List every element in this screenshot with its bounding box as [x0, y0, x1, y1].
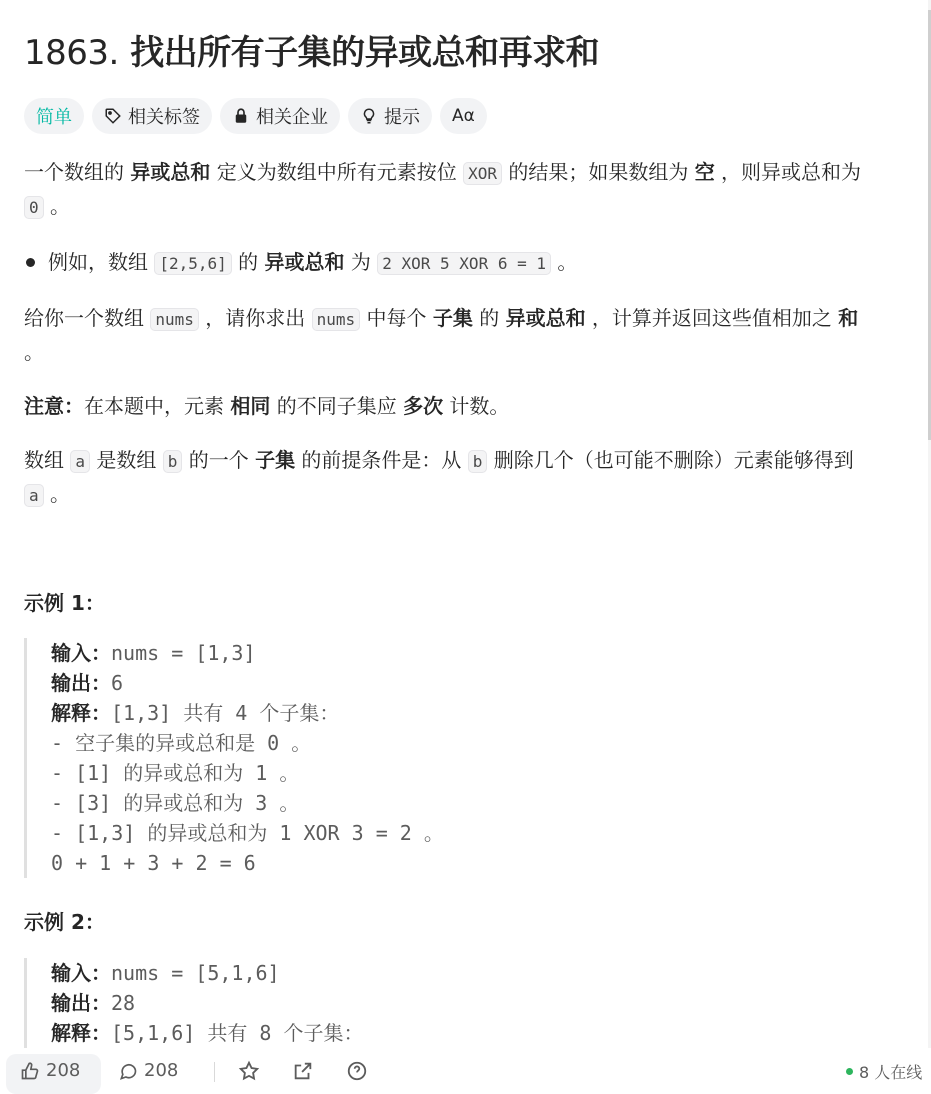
- online-status: [846, 1060, 922, 1083]
- term-subset: 子集: [255, 448, 296, 472]
- inline-code: 0: [24, 196, 44, 219]
- example-input: nums = [1,3]: [111, 641, 256, 665]
- bullet-dot: [26, 258, 35, 267]
- difficulty-badge: [24, 98, 84, 134]
- example-2-block: [24, 958, 363, 1048]
- inline-code: b: [468, 450, 488, 473]
- problem-number: 1863.: [24, 33, 119, 73]
- note-label: 注意：: [24, 394, 84, 418]
- inline-code: 2 XOR 5 XOR 6 = 1: [377, 252, 551, 275]
- share-icon: [292, 1060, 314, 1082]
- input-label: 输入：: [51, 641, 111, 665]
- term-sum: 和: [838, 306, 859, 330]
- inline-code: nums: [312, 308, 361, 331]
- tag-icon: [104, 107, 122, 125]
- lightbulb-icon: [360, 107, 378, 125]
- term-xor-sum: 异或总和: [264, 250, 345, 274]
- text: 。: [24, 340, 44, 364]
- example-explain: [1,3] 共有 4 个子集：: [111, 701, 340, 725]
- example-input: nums = [5,1,6]: [111, 961, 280, 985]
- note-paragraph: [24, 390, 904, 422]
- difficulty-label: 简单: [36, 107, 72, 128]
- explain-line: - [3] 的异或总和为 3 。: [51, 791, 300, 815]
- term-multiple: 多次: [403, 394, 444, 418]
- favorite-button[interactable]: [238, 1060, 260, 1082]
- text: 的不同子集应: [270, 394, 404, 418]
- explain-line: 0 + 1 + 3 + 2 = 6: [51, 851, 256, 875]
- output-label: 输出：: [51, 991, 111, 1015]
- example-output: 28: [111, 991, 136, 1015]
- description-paragraph-1: [24, 156, 904, 224]
- text: 一个数组的: [24, 160, 131, 184]
- bottom-action-bar: [0, 1048, 931, 1082]
- explain-label: 解释：: [51, 701, 111, 725]
- text: 删除几个（也可能不删除）元素能够得到: [487, 448, 854, 472]
- tag-row: [24, 98, 904, 134]
- text: 定义为数组中所有元素按位: [210, 160, 464, 184]
- problem-title[interactable]: [24, 28, 904, 78]
- inline-code: XOR: [463, 162, 502, 185]
- comment-icon: [118, 1061, 138, 1081]
- inline-code: a: [24, 484, 44, 507]
- explain-label: 解释：: [51, 1021, 111, 1045]
- text: ，则异或总和为: [714, 160, 862, 184]
- translate-icon: Aα: [452, 106, 475, 126]
- text: 给你一个数组: [24, 306, 151, 330]
- question-icon: [346, 1060, 368, 1082]
- text: 的结果；如果数组为: [501, 160, 695, 184]
- online-count: 8 人在线: [859, 1063, 923, 1082]
- text: 例如，数组: [48, 250, 155, 274]
- help-button[interactable]: [346, 1060, 368, 1082]
- like-count: 208: [46, 1060, 81, 1081]
- explain-line: - [1,3] 的异或总和为 1 XOR 3 = 2 。: [51, 821, 444, 845]
- text: ，请你求出: [198, 306, 312, 330]
- text: 为: [344, 250, 378, 274]
- inline-code: [2,5,6]: [154, 252, 231, 275]
- description-paragraph-5: [24, 444, 904, 512]
- input-label: 输入：: [51, 961, 111, 985]
- example-2-title: 示例 2：: [24, 910, 105, 934]
- like-button[interactable]: [20, 1060, 80, 1081]
- comments-button[interactable]: [118, 1060, 178, 1081]
- text: 。: [551, 250, 578, 274]
- text: 计数。: [443, 394, 510, 418]
- text: 数组: [24, 448, 71, 472]
- example-explain: [5,1,6] 共有 8 个子集：: [111, 1021, 364, 1045]
- text: 在本题中，元素: [84, 394, 231, 418]
- term-xor-sum: 异或总和: [130, 160, 211, 184]
- term-xor-sum: 异或总和: [505, 306, 586, 330]
- related-tags-button[interactable]: [92, 98, 212, 134]
- hint-label: 提示: [384, 107, 420, 128]
- example-bullet: [24, 246, 904, 280]
- text: 。: [43, 482, 70, 506]
- explain-line: - 空子集的异或总和是 0 。: [51, 731, 312, 755]
- text: 的一个: [182, 448, 256, 472]
- comment-count: 208: [144, 1060, 179, 1081]
- related-tags-label: 相关标签: [128, 107, 200, 128]
- term-same: 相同: [230, 394, 271, 418]
- inline-code: a: [70, 450, 90, 473]
- related-companies-label: 相关企业: [256, 107, 328, 128]
- example-1-title: 示例 1：: [24, 591, 105, 615]
- share-button[interactable]: [292, 1060, 314, 1082]
- problem-title-text: 找出所有子集的异或总和再求和: [130, 33, 600, 73]
- text: 的: [472, 306, 506, 330]
- example-1-block: [24, 638, 444, 878]
- hint-button[interactable]: [348, 98, 432, 134]
- text: 。: [43, 194, 70, 218]
- description-paragraph-3: [24, 302, 904, 368]
- lock-icon: [232, 107, 250, 125]
- term-empty: 空: [694, 160, 715, 184]
- inline-code: nums: [150, 308, 199, 331]
- text: 的: [231, 250, 265, 274]
- example-output: 6: [111, 671, 124, 695]
- output-label: 输出：: [51, 671, 111, 695]
- text: 是数组: [90, 448, 163, 472]
- text: ，计算并返回这些值相加之: [585, 306, 839, 330]
- problem-content: [24, 24, 904, 1045]
- explain-line: - [1] 的异或总和为 1 。: [51, 761, 300, 785]
- text: 的前提条件是：从: [295, 448, 468, 472]
- online-dot-icon: [846, 1068, 853, 1075]
- inline-code: b: [163, 450, 183, 473]
- star-icon: [238, 1060, 260, 1082]
- translate-button[interactable]: [440, 98, 487, 134]
- text: 中每个: [360, 306, 433, 330]
- divider: [214, 1062, 215, 1082]
- thumbs-up-icon: [20, 1061, 40, 1081]
- related-companies-button[interactable]: [220, 98, 340, 134]
- term-subset: 子集: [432, 306, 473, 330]
